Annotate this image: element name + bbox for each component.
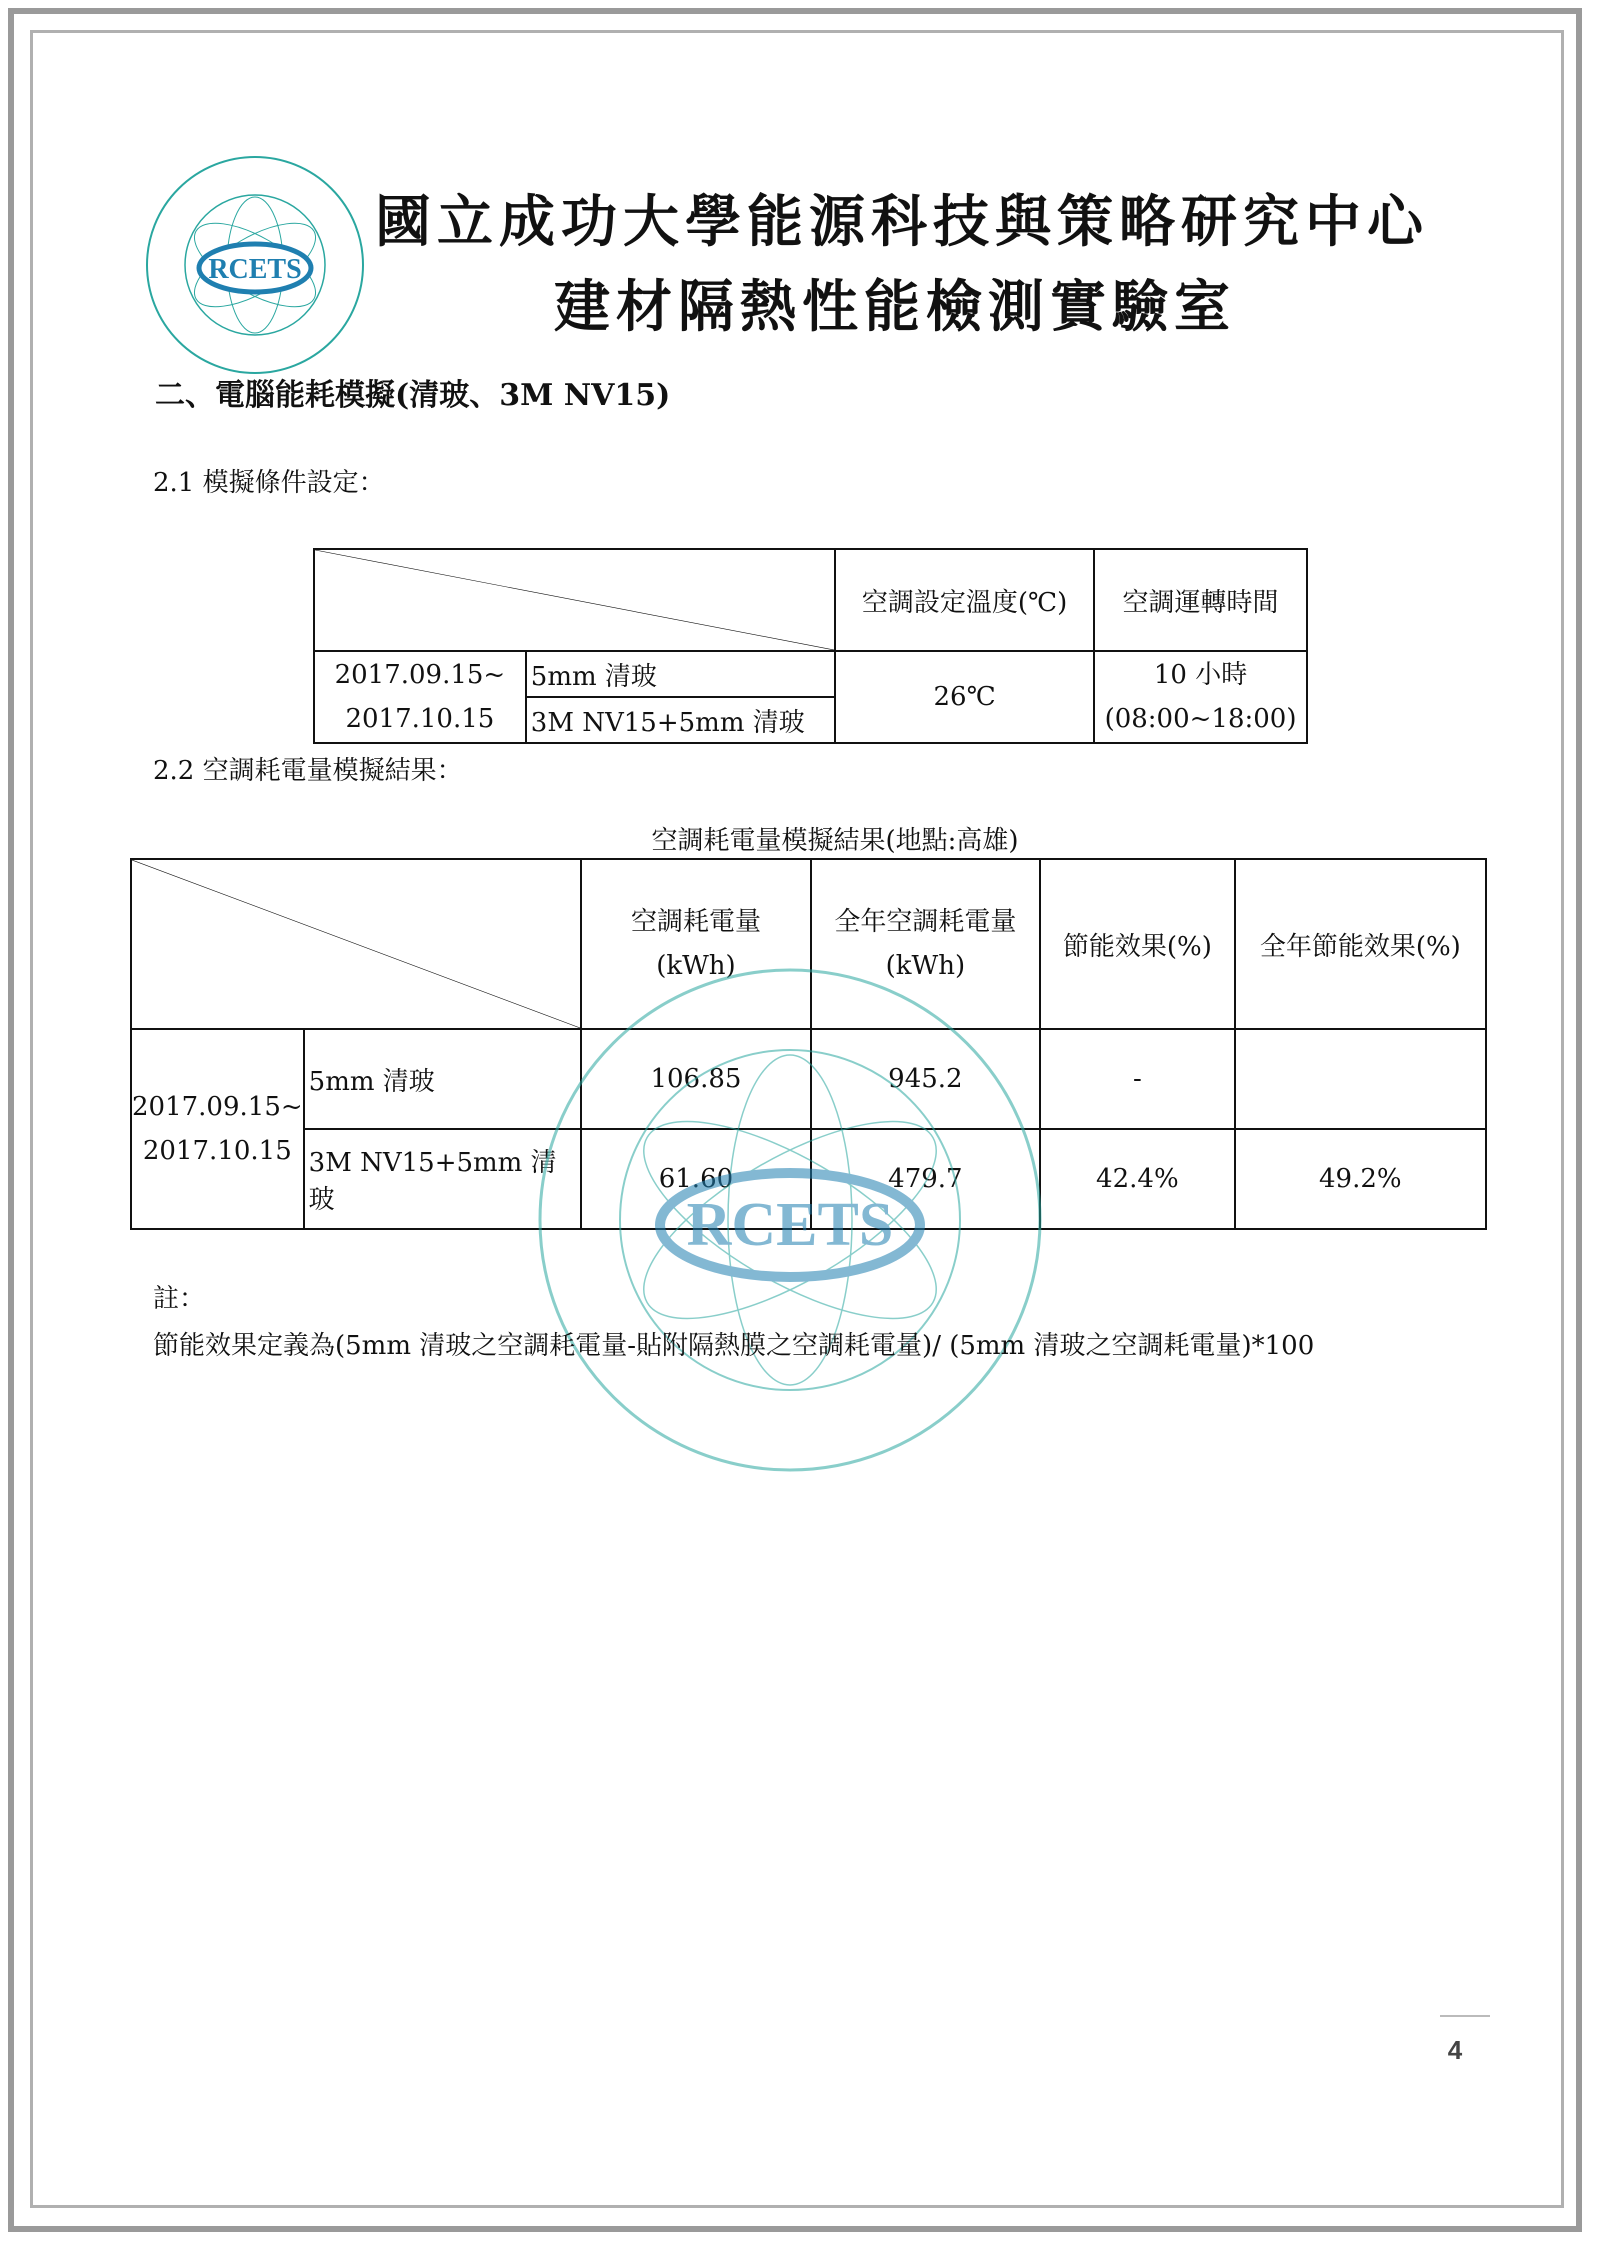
ac-power-cell: 61.60: [581, 1129, 810, 1229]
annual-energy-saving-cell: [1235, 1029, 1486, 1129]
header-annual-ac-power: 全年空調耗電量 (kWh): [811, 859, 1040, 1029]
diagonal-header-cell: [314, 549, 835, 651]
notes-text: 節能效果定義為(5mm 清玻之空調耗電量-貼附隔熱膜之空調耗電量)/ (5mm 清玻之空調耗電量)*100: [153, 1331, 1315, 1361]
energy-saving-cell: 42.4%: [1040, 1129, 1235, 1229]
header-energy-saving: 節能效果(%): [1040, 859, 1235, 1029]
ac-power-cell: 106.85: [581, 1029, 810, 1129]
period-cell: 2017.09.15~ 2017.10.15: [314, 651, 526, 743]
results-table-caption: 空調耗電量模擬結果(地點:高雄): [651, 826, 1019, 856]
page-number-divider: [1440, 2015, 1490, 2017]
header-ac-hours: 空調運轉時間: [1094, 549, 1307, 651]
subsection-ac-results: 2.2 空調耗電量模擬結果：: [153, 756, 463, 786]
glass-type-cell: 3M NV15+5mm 清玻: [304, 1129, 582, 1229]
rcets-logo: [140, 150, 370, 380]
annual-ac-power-cell: 945.2: [811, 1029, 1040, 1129]
ac-hours-value: 10 小時 (08:00~18:00): [1094, 651, 1307, 743]
glass-type-cell: 5mm 清玻: [304, 1029, 582, 1129]
notes-label: 註：: [153, 1284, 206, 1314]
diagonal-header-cell: [131, 859, 581, 1029]
rcets-seal-watermark: [530, 960, 1050, 1480]
subsection-simulation-settings: 2.1 模擬條件設定：: [153, 468, 385, 498]
period-cell: 2017.09.15~ 2017.10.15: [131, 1029, 304, 1229]
header-annual-energy-saving: 全年節能效果(%): [1235, 859, 1486, 1029]
svg-text:RCETS: RCETS: [208, 254, 302, 285]
glass-type-film: 3M NV15+5mm 清玻: [526, 697, 835, 743]
annual-ac-power-cell: 479.7: [811, 1129, 1040, 1229]
section-heading: 二、電腦能耗模擬(清玻、3M NV15): [155, 378, 671, 413]
lab-title: 建材隔熱性能檢測實驗室: [554, 274, 1236, 340]
org-title: 國立成功大學能源科技與策略研究中心: [375, 189, 1429, 255]
annual-energy-saving-cell: 49.2%: [1235, 1129, 1486, 1229]
ac-temperature-value: 26℃: [835, 651, 1094, 743]
page-number: 4: [1447, 2035, 1463, 2065]
energy-saving-cell: -: [1040, 1029, 1235, 1129]
simulation-settings-table: [313, 548, 1308, 744]
header-ac-power: 空調耗電量 (kWh): [581, 859, 810, 1029]
header-ac-temperature: 空調設定溫度(℃): [835, 549, 1094, 651]
svg-text:RCETS: RCETS: [686, 1191, 894, 1259]
glass-type-clear: 5mm 清玻: [526, 651, 835, 697]
